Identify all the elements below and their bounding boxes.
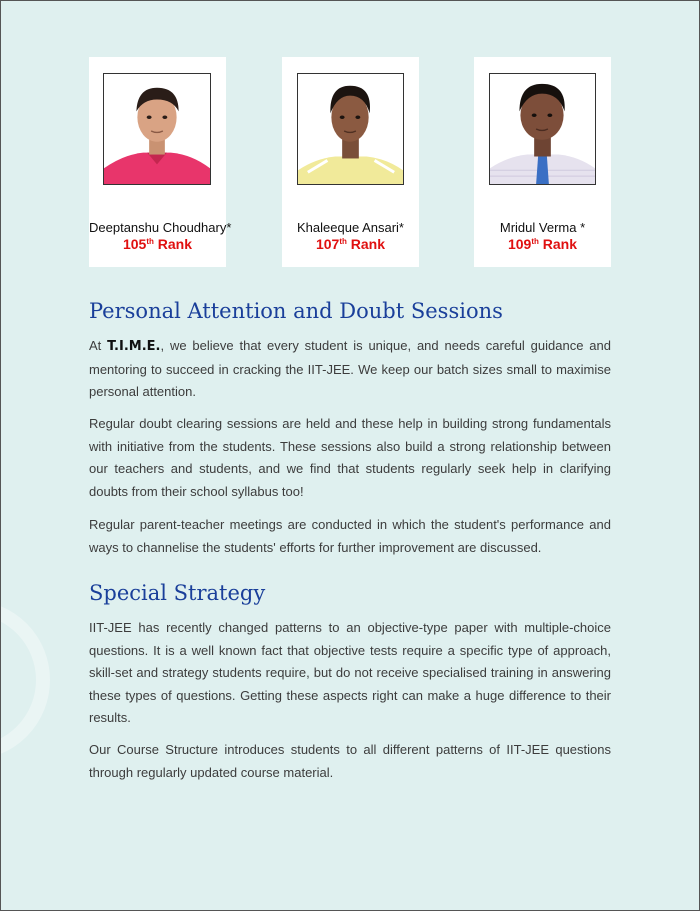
student-rank: 107th Rank (315, 236, 386, 252)
student-name: Khaleeque Ansari* (297, 220, 404, 235)
student-rank: 109th Rank (507, 236, 578, 252)
student-card (282, 57, 419, 267)
paragraph: At T.I.M.E., we believe that every student is unique, and needs careful guidance and mentoring to succeed in cracking the IIT-JEE. We keep our batch sizes small to maximise personal attention. (89, 338, 611, 399)
section-title-special-strategy: Special Strategy (89, 581, 266, 605)
student-cards (0, 57, 700, 268)
paragraph: IIT-JEE has recently changed patterns to an objective-type paper with multiple-choice questions. It is a well known fact that objective tests require a specific type of approach, skill-set and strategy students require, but do not receive specialised training in answering these types of questions. Getting these aspects right can make a huge difference to their results. (89, 620, 611, 725)
student-card (474, 57, 611, 267)
student-card (89, 57, 232, 267)
student-photo (103, 73, 211, 185)
student-name: Deeptanshu Choudhary* (89, 220, 232, 235)
student-photo (489, 73, 596, 185)
student-name: Mridul Verma * (499, 220, 586, 235)
section-title-personal-attention: Personal Attention and Doubt Sessions (89, 299, 503, 323)
decorative-ring (0, 600, 50, 760)
paragraph: Regular parent-teacher meetings are conducted in which the student's performance and ways to channelise the students' efforts for further improvement are discussed. (89, 517, 611, 555)
brand-name: T.I.M.E. (107, 339, 161, 354)
student-rank: 105th Rank (122, 236, 193, 252)
paragraph: Our Course Structure introduces students to all different patterns of IIT-JEE questions through regularly updated course material. (89, 742, 611, 780)
student-photo (297, 73, 404, 185)
paragraph: Regular doubt clearing sessions are held and these help in building strong fundamentals with initiative from the students. These sessions also build a strong relationship between our teachers and students, and we find that students regularly seek help in clarifying doubts from their school syllabus too! (89, 416, 611, 499)
